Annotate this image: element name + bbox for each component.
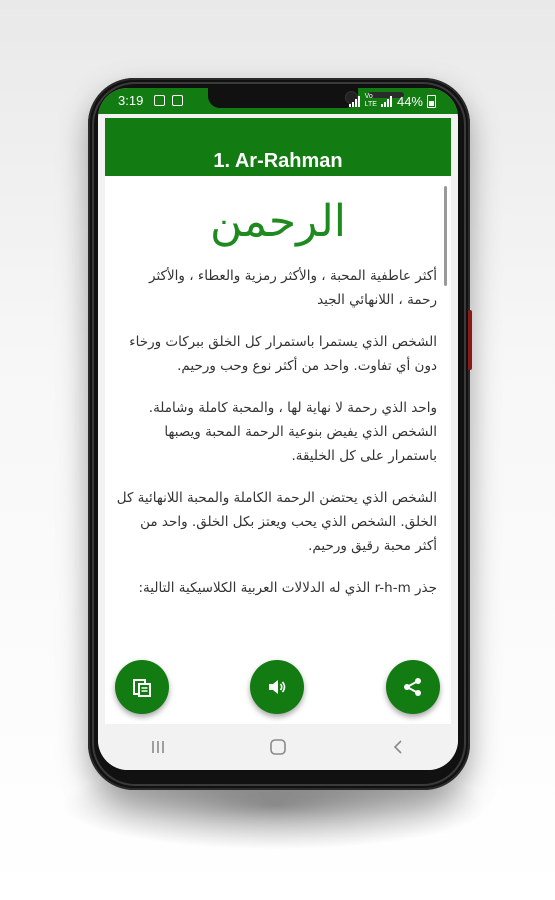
status-right-group bbox=[349, 93, 436, 109]
recent-apps-button[interactable] bbox=[138, 732, 178, 762]
scrollbar[interactable] bbox=[444, 186, 447, 286]
home-icon bbox=[269, 738, 287, 756]
share-button[interactable] bbox=[386, 660, 440, 714]
battery-percent: 44% bbox=[396, 93, 423, 109]
share-icon bbox=[402, 676, 424, 698]
status-time: 3:19 bbox=[118, 93, 144, 108]
paragraph-1: أكثر عاطفية المحبة ، والأكثر رمزية والعطاء ، والأكثر رحمة ، اللانهائي الجيد bbox=[149, 268, 437, 308]
copy-button[interactable] bbox=[115, 660, 169, 714]
recent-apps-icon bbox=[150, 740, 166, 754]
power-button bbox=[468, 310, 472, 370]
copy-icon bbox=[131, 676, 153, 698]
battery-icon bbox=[427, 95, 436, 108]
app-bar bbox=[105, 118, 451, 176]
system-nav-bar bbox=[98, 724, 458, 770]
paragraph-4: الشخص الذي يحتضن الرحمة الكاملة والمحبة اللانهائية كل الخلق. الشخص الذي يحب ويعتز بكل الخلق. واحد من أكثر محبة رقيق ورحيم. bbox=[116, 490, 437, 554]
paragraph-3: واحد الذي رحمة لا نهاية لها ، والمحبة كاملة وشاملة. الشخص الذي يفيض بنوعية الرحمة المحبة ويصبها باستمرار على كل الخليقة. bbox=[148, 400, 437, 464]
device-screen bbox=[98, 88, 458, 770]
arabic-name-heading: الرحمن bbox=[209, 196, 347, 247]
message-icon bbox=[172, 95, 183, 106]
content-scroll-area[interactable] bbox=[105, 176, 451, 724]
image-icon bbox=[154, 95, 165, 106]
volte-icon: Vo LTE bbox=[364, 93, 377, 108]
speaker-icon bbox=[266, 676, 288, 698]
page-title: 1. Ar-Rahman bbox=[213, 150, 343, 172]
paragraph-5: جذر r-h-m الذي له الدلالات العربية الكلاسيكية التالية: bbox=[138, 580, 437, 596]
back-icon bbox=[391, 739, 405, 755]
signal-icon-2 bbox=[381, 96, 393, 107]
signal-icon bbox=[349, 96, 361, 107]
status-bar bbox=[98, 88, 458, 114]
audio-button[interactable] bbox=[250, 660, 304, 714]
home-button[interactable] bbox=[258, 732, 298, 762]
paragraph-2: الشخص الذي يستمرا باستمرار كل الخلق ببركات ورخاء دون أي تفاوت. واحد من أكثر نوع وحب ورحيم. bbox=[129, 334, 437, 374]
camera-notch bbox=[208, 88, 358, 108]
back-button[interactable] bbox=[378, 732, 418, 762]
